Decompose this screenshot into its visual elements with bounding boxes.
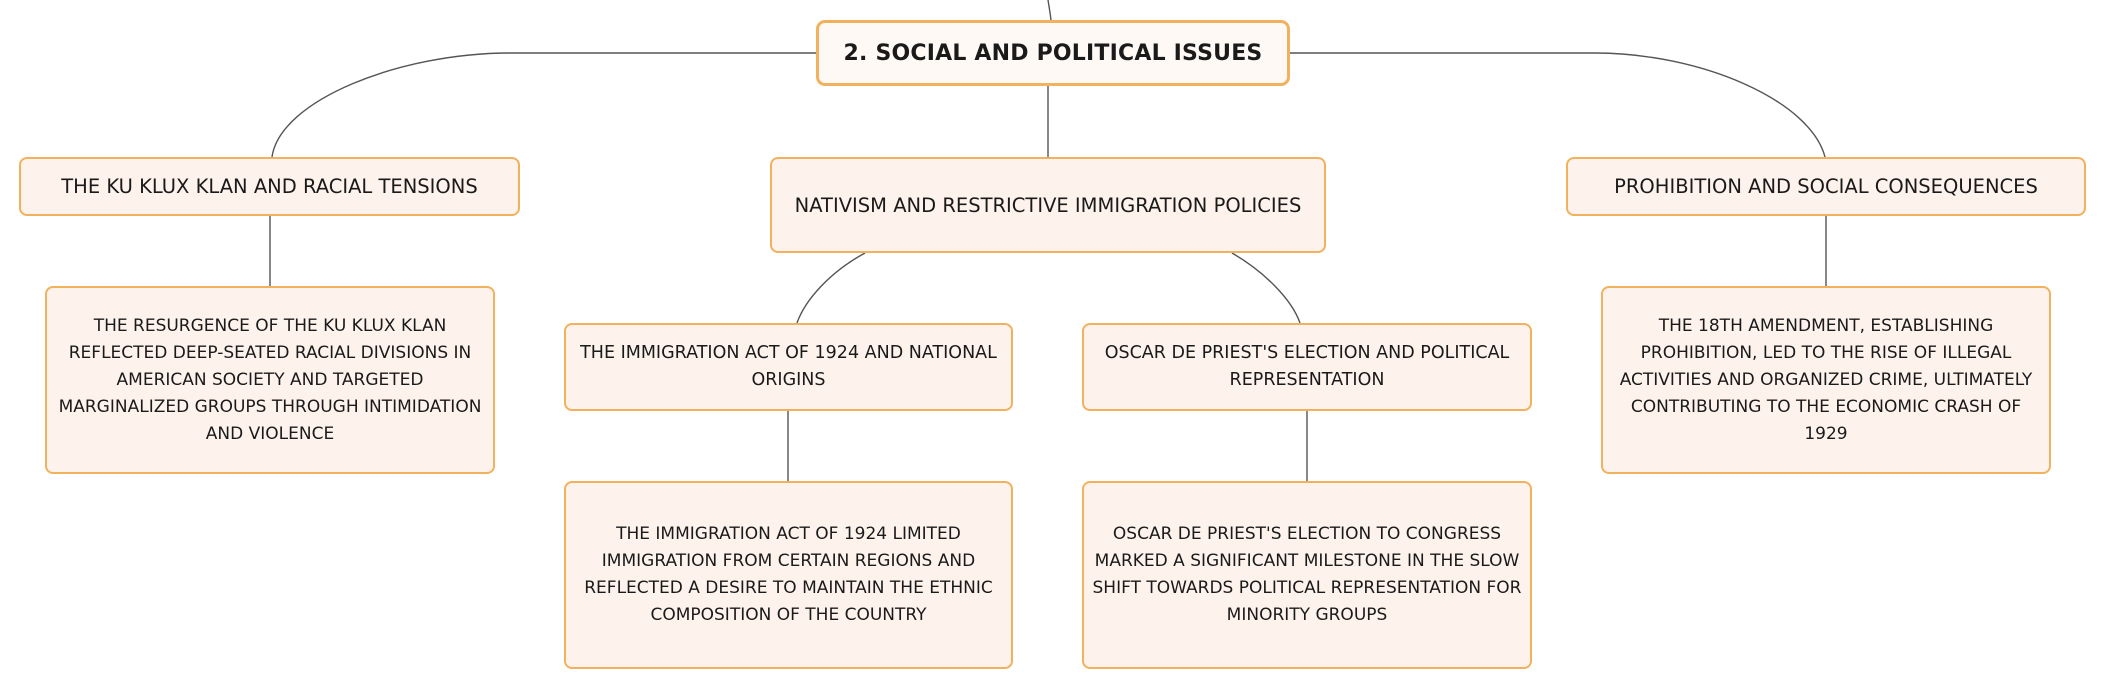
connector-root-to-kkk xyxy=(272,53,816,157)
detail-node-prohibition[interactable] xyxy=(1601,286,2051,474)
topic-label: PROHIBITION AND SOCIAL CONSEQUENCES xyxy=(1614,175,2038,198)
topic-label: NATIVISM AND RESTRICTIVE IMMIGRATION POLICIES xyxy=(794,193,1302,217)
detail-text: THE RESURGENCE OF THE KU KLUX KLAN REFLECTED DEEP-SEATED RACIAL DIVISIONS IN AMERICAN SOCIETY AND TARGETED MARGINALIZED GROUPS THROUGH INTIMIDATION AND VIOLENCE xyxy=(58,315,482,444)
detail-text: THE IMMIGRATION ACT OF 1924 LIMITED IMMIGRATION FROM CERTAIN REGIONS AND REFLECTED A DESIRE TO MAINTAIN THE ETHNIC COMPOSITION OF THE COUNTRY xyxy=(584,524,993,625)
subtopic-label: THE IMMIGRATION ACT OF 1924 AND NATIONAL ORIGINS xyxy=(580,343,997,390)
subtopic-node-de-priest[interactable] xyxy=(1082,323,1532,411)
topic-node-prohibition[interactable] xyxy=(1566,157,2086,216)
detail-text: OSCAR DE PRIEST'S ELECTION TO CONGRESS MARKED A SIGNIFICANT MILESTONE IN THE SLOW SHIFT TOWARDS POLITICAL REPRESENTATION FOR MINORITY GROUPS xyxy=(1092,524,1522,625)
topic-label: THE KU KLUX KLAN AND RACIAL TENSIONS xyxy=(61,175,478,198)
connector-root-to-prohibition xyxy=(1290,53,1825,157)
connector-nativism-to-de-priest xyxy=(1232,253,1300,323)
detail-node-de-priest[interactable] xyxy=(1082,481,1532,669)
topic-node-nativism[interactable] xyxy=(770,157,1326,253)
subtopic-label: OSCAR DE PRIEST'S ELECTION AND POLITICAL REPRESENTATION xyxy=(1104,343,1510,390)
topic-node-kkk[interactable] xyxy=(19,157,520,216)
subtopic-node-immigration-act[interactable] xyxy=(564,323,1013,411)
root-node[interactable] xyxy=(816,20,1290,86)
connector-nativism-to-immigration-act xyxy=(797,253,865,323)
root-label: 2. SOCIAL AND POLITICAL ISSUES xyxy=(843,40,1263,66)
detail-node-immigration-act[interactable] xyxy=(564,481,1013,669)
detail-node-kkk[interactable] xyxy=(45,286,495,474)
connector-to-parent xyxy=(1048,0,1051,20)
detail-text: THE 18TH AMENDMENT, ESTABLISHING PROHIBITION, LED TO THE RISE OF ILLEGAL ACTIVITIES AND ORGANIZED CRIME, ULTIMATELY CONTRIBUTING TO THE ECONOMIC CRASH OF 1929 xyxy=(1619,315,2033,444)
